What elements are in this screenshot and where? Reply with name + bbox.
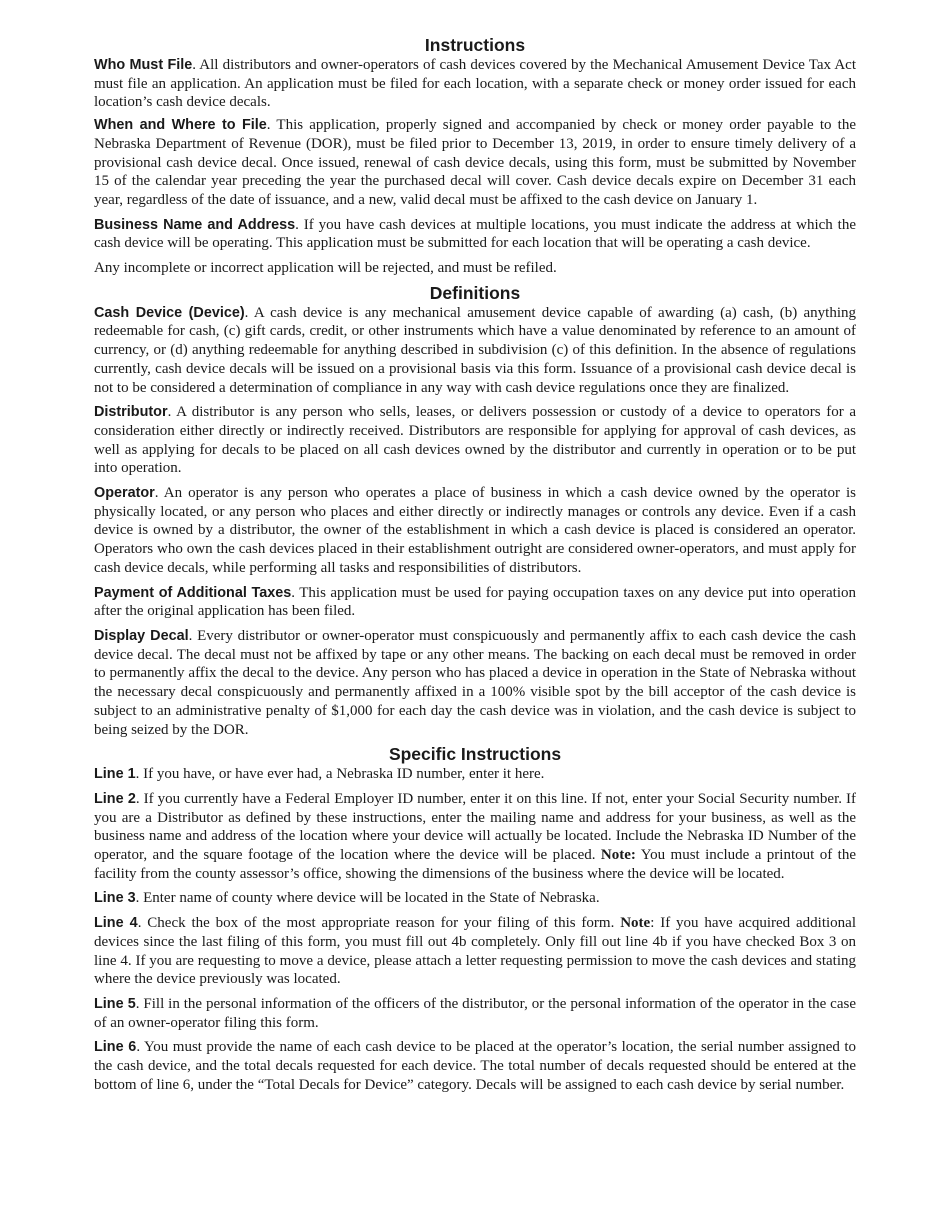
cash-device-paragraph	[94, 304, 856, 398]
line6-text: . You must provide the name of each cash device to be placed at the operator’s location, the serial number assigned to the cash device, and the total decals requested for each device. The total number of decals requested should be entered at the bottom of line 6, under the “Total Decals for Device” category. Decals will be assigned to each cash device by serial number.	[94, 1039, 856, 1093]
payment-text: . This application must be used for paying occupation taxes on any device put into operation after the original application has been filed.	[94, 584, 856, 620]
line6-paragraph	[94, 1038, 856, 1094]
definitions-heading: Definitions	[429, 282, 521, 303]
line4-note-text: : If you have acquired additional devices since the last filing of this form, you must fill out 4b completely. Only fill out line 4b if you have checked Box 3 on line 4. If you are requesting to move a device, please attach a letter requesting permission to move the cash devices and stating where the device previously was located.	[94, 915, 856, 988]
operator-text: . An operator is any person who operates a place of business in which a cash device owned by the operator is physically located, or any person who places and either directly or indirectly manages or controls any device. Even if a cash device is owned by a distributor, the owner of the establishment in which a cash device is placed is considered an operator. Operators who own the cash devices placed in their establishment outright are considered owner-operators, and must apply for cash device decals, while performing all tasks and responsibilities of distributors.	[94, 485, 856, 576]
line5-label: Line 5	[94, 995, 136, 1012]
line4-text: . Check the box of the most appropriate reason for your filing of this form.	[137, 915, 621, 932]
operator-label: Operator	[94, 485, 155, 502]
instructions-heading: Instructions	[424, 35, 526, 55]
who-must-file-text: . All distributors and owner-operators of cash devices covered by the Mechanical Amusement Device Tax Act must file an application. An application must be filed for each location, with a separate check or money order issued for each location’s cash device decals.	[94, 57, 856, 111]
who-must-file-label: Who Must File	[94, 57, 193, 73]
when-where-label: When and Where to File	[94, 117, 267, 134]
who-must-file-paragraph	[94, 56, 856, 112]
when-where-text: . This application, properly signed and accompanied by check or money order payable to the Nebraska Department of Revenue (DOR), must be filed prior to December 13, 2019, in order to ensure timely delivery of a provisional cash device decal. Once issued, renewal of cash device decals, using this form, must be submitted by November 15 of the calendar year preceding the year the purchased decal will cover. Cash device decals expire on December 31 each year, regardless of the date of issuance, and a new, valid decal must be affixed to the cash device on January 1.	[94, 117, 857, 208]
line5-text: . Fill in the personal information of the officers of the distributor, or the personal information of the operator in the case of an owner-operator filing this form.	[94, 995, 856, 1031]
line4-note-label: Note	[620, 915, 651, 932]
line2-text: . If you currently have a Federal Employer ID number, enter it on this line. If not, enter your Social Security number. If you are a Distributor as defined by these instructions, enter the mailing name and address for your business, as well as the business name and address of the location where your device will actually be located. Include the Nebraska ID Number of the operator, and the square footage of the location where the device will be placed.	[94, 790, 856, 864]
payment-paragraph	[94, 584, 856, 621]
incomplete-application-paragraph: Any incomplete or incorrect application will be rejected, and must be refiled.	[94, 260, 557, 277]
business-name-label: Business Name and Address	[94, 216, 296, 233]
business-name-paragraph	[94, 216, 856, 253]
line1-label: Line 1	[94, 766, 136, 783]
line1-text: . If you have, or have ever had, a Nebraska ID number, enter it here.	[135, 766, 545, 783]
display-decal-paragraph	[94, 627, 856, 739]
line2-paragraph	[94, 790, 856, 884]
display-decal-label: Display Decal	[94, 627, 189, 644]
line4-label: Line 4	[94, 915, 138, 932]
line2-note-label: Note:	[600, 847, 636, 864]
distributor-label: Distributor	[94, 404, 168, 421]
line3-paragraph	[94, 889, 856, 908]
display-decal-text: . Every distributor or owner-operator must conspicuously and permanently affix to each cash device the cash device decal. The decal must not be affixed by tape or any other means. The backing on each decal must be removed in order to permanently affix the decal to the device. Any person who has placed a device in operation in the State of Nebraska without the necessary decal conspicuously and permanently affixed in a 100% visible spot by the bill acceptor of the cash device is subject to an administrative penalty of $1,000 for each day the cash device was in violation, and the cash device is subject to being seized by the DOR.	[94, 627, 857, 738]
line5-paragraph	[94, 995, 856, 1032]
operator-paragraph	[94, 484, 856, 578]
business-name-text: . If you have cash devices at multiple locations, you must indicate the address at which the cash device will be operating. This application must be submitted for each location that will be operating a cash device.	[94, 216, 856, 252]
when-where-paragraph	[94, 116, 856, 210]
line3-text: . Enter name of county where device will be located in the State of Nebraska.	[135, 890, 600, 907]
cash-device-text: . A cash device is any mechanical amusement device capable of awarding (a) cash, (b) anything redeemable for cash, (c) gift cards, credit, or other instruments which have a value denominated by reference to an amount of currency, or (d) anything redeemable for anything described in subdivision (c) of this definition. In the absence of regulations currently, cash device decals will be issued on a provisional basis via this form. Issuance of a provisional cash device decal is not to be considered a determination of compliance in any way with cash device regulations once they are finalized.	[94, 304, 856, 396]
distributor-text: . A distributor is any person who sells, leases, or delivers possession or custody of a device to operators for a consideration either directly or indirectly received. Distributors are responsible for applying for approval of cash devices, as well as applying for decals to be placed on all cash devices owned by the distributor and currently in operation or to be put into operation.	[94, 404, 856, 477]
line4-paragraph	[94, 914, 856, 989]
line2-note-text: You must include a printout of the facility from the county assessor’s office, showing the dimensions of the business where the device will be located.	[94, 847, 856, 882]
cash-device-label: Cash Device (Device)	[94, 304, 245, 321]
line6-label: Line 6	[94, 1039, 137, 1056]
line3-label: Line 3	[94, 890, 136, 907]
line2-label: Line 2	[94, 790, 136, 807]
line1-paragraph	[94, 765, 856, 784]
payment-label: Payment of Additional Taxes	[94, 584, 292, 601]
distributor-paragraph	[94, 403, 856, 478]
specific-instructions-heading: Specific Instructions	[388, 744, 562, 765]
